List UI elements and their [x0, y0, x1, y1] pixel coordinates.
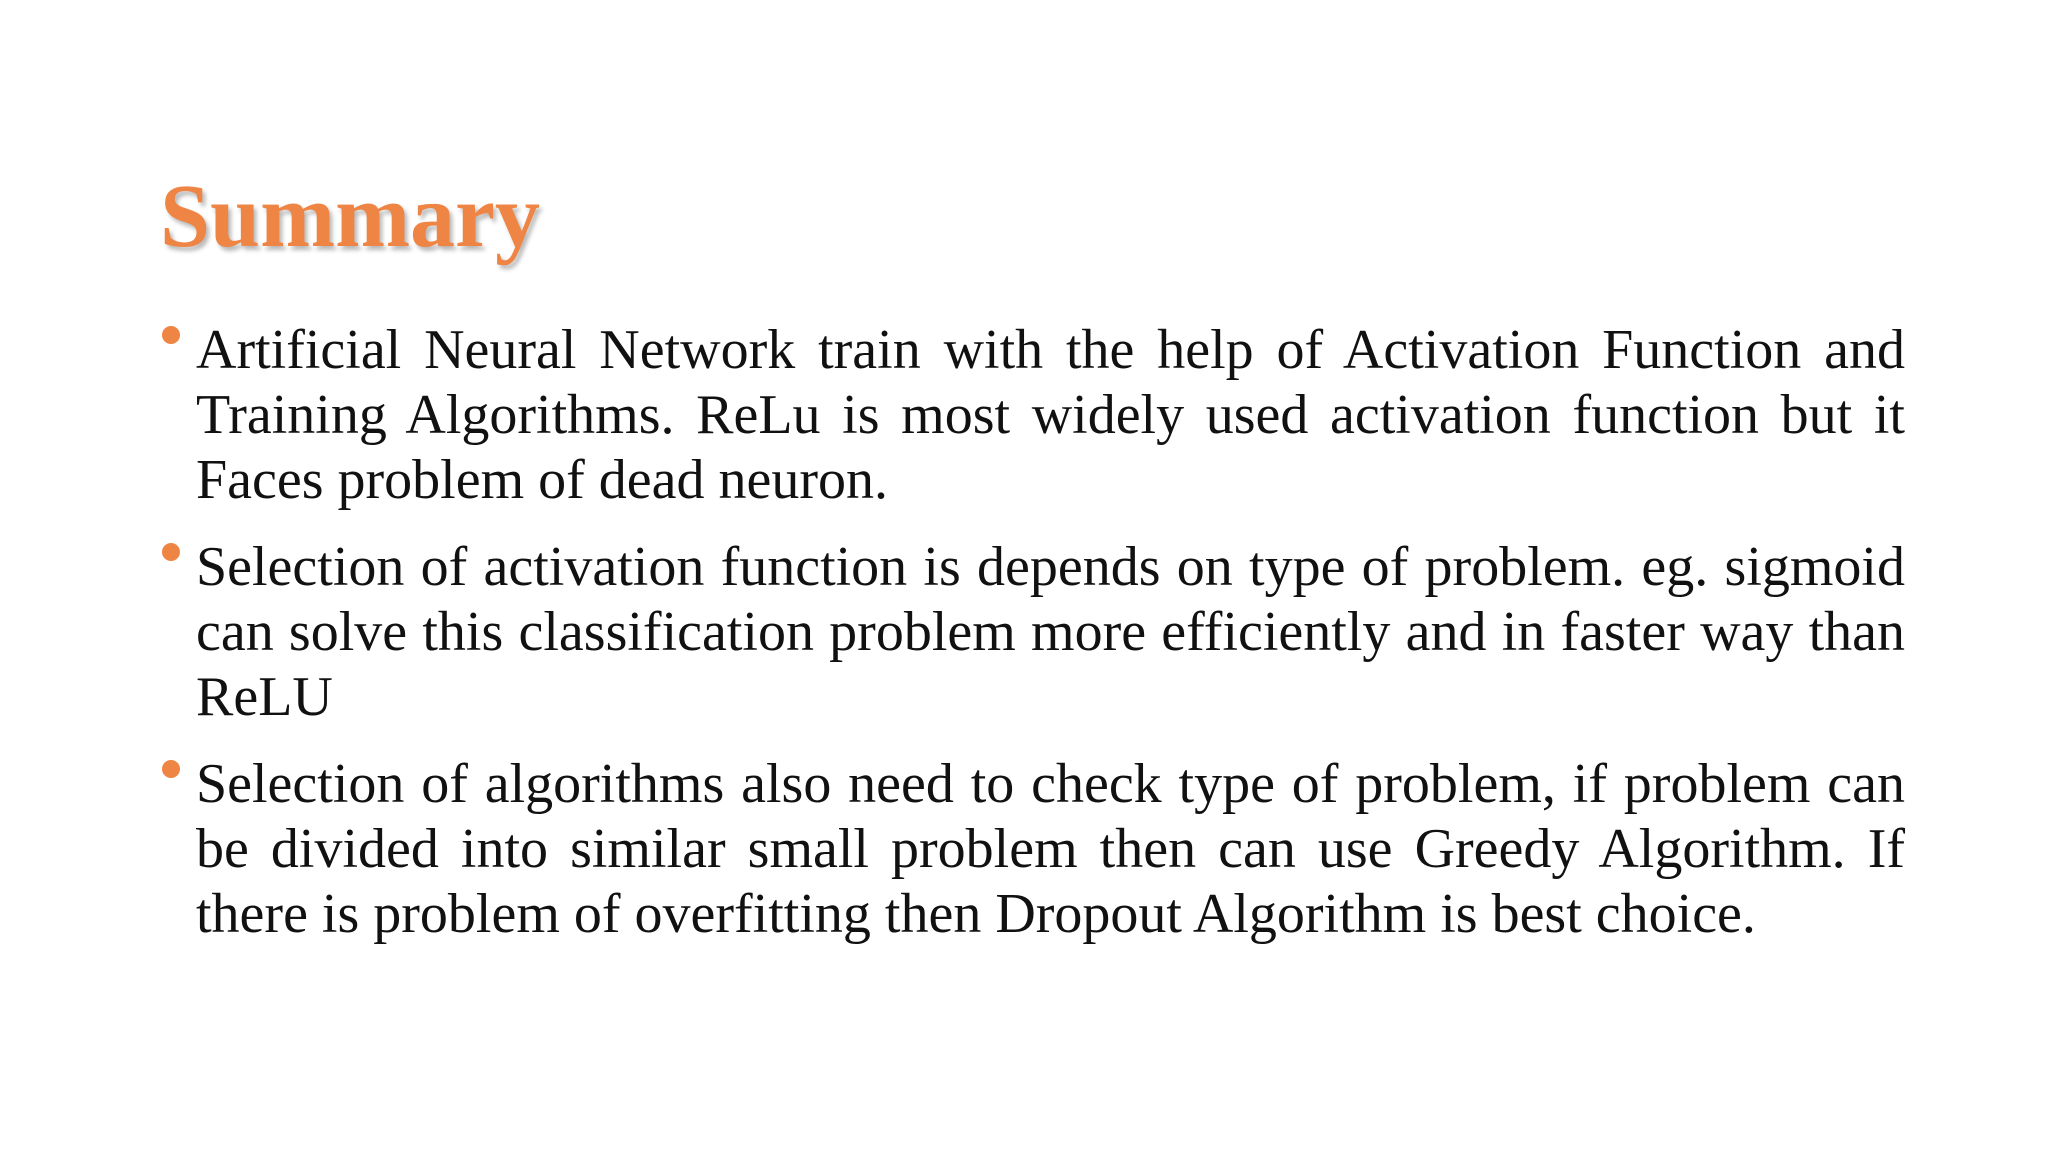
slide-title: Summary	[160, 167, 540, 266]
bullet-text: Selection of algorithms also need to check type of problem, if problem can be divided into similar small problem then can use Greedy Algorithm. If there is problem of overfitting then Dropout Algorithm is best choice.	[196, 753, 1905, 945]
bullet-item	[160, 535, 1905, 730]
bullet-dot-icon	[162, 760, 180, 778]
bullet-item	[160, 318, 1905, 513]
bullet-list	[160, 318, 1905, 969]
bullet-dot-icon	[162, 543, 180, 561]
bullet-text: Selection of activation function is depends on type of problem. eg. sigmoid can solve this classification problem more efficiently and in faster way than ReLU	[196, 536, 1905, 728]
bullet-item	[160, 752, 1905, 947]
bullet-text: Artificial Neural Network train with the help of Activation Function and Training Algorithms. ReLu is most widely used activation function but it Faces problem of dead neuron.	[196, 319, 1905, 511]
bullet-dot-icon	[162, 326, 180, 344]
